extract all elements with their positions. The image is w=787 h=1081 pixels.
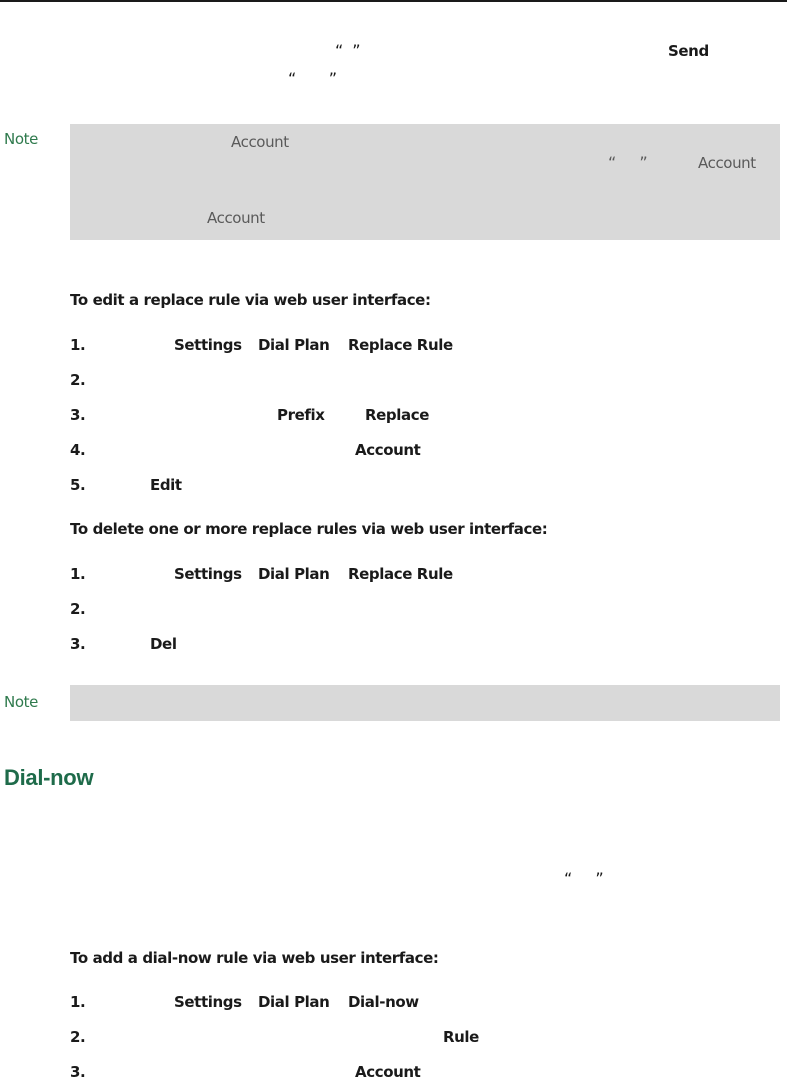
menu-settings: Settings — [174, 565, 242, 583]
note-quote-marks: “ ” — [608, 153, 648, 172]
step-number: 3. — [70, 406, 86, 424]
intro-quote-marks: “ ” — [335, 41, 361, 60]
delete-procedure-title: To delete one or more replace rules via web user interface: — [70, 520, 548, 538]
field-replace: Replace — [365, 406, 429, 424]
step-number: 4. — [70, 441, 86, 459]
edit-procedure-title: To edit a replace rule via web user interface: — [70, 291, 431, 309]
step-number: 3. — [70, 1063, 86, 1081]
intro-send-keyword: Send — [668, 42, 709, 60]
step-number: 1. — [70, 993, 86, 1011]
step-number: 3. — [70, 635, 86, 653]
step-number: 2. — [70, 371, 86, 389]
note-account-keyword-3: Account — [207, 209, 265, 227]
field-account: Account — [355, 1063, 421, 1081]
menu-settings: Settings — [174, 336, 242, 354]
step-number: 1. — [70, 336, 86, 354]
menu-dial-plan: Dial Plan — [258, 336, 330, 354]
field-prefix: Prefix — [277, 406, 325, 424]
header-rule — [0, 0, 787, 2]
step-number: 2. — [70, 600, 86, 618]
note-label: Note — [4, 130, 38, 148]
menu-replace-rule: Replace Rule — [348, 565, 453, 583]
dialnow-quote-marks: “ ” — [564, 869, 604, 888]
step-number: 2. — [70, 1028, 86, 1046]
step-number: 5. — [70, 476, 86, 494]
menu-dial-plan: Dial Plan — [258, 993, 330, 1011]
note-account-keyword-2: Account — [698, 154, 756, 172]
note-box-2 — [70, 685, 780, 721]
field-account: Account — [355, 441, 421, 459]
note-label-2: Note — [4, 693, 38, 711]
menu-dial-now: Dial-now — [348, 993, 419, 1011]
step-number: 1. — [70, 565, 86, 583]
note-account-keyword: Account — [231, 133, 289, 151]
button-edit: Edit — [150, 476, 182, 494]
intro-quote-marks-2: “ ” — [288, 69, 337, 88]
field-rule: Rule — [443, 1028, 479, 1046]
menu-replace-rule: Replace Rule — [348, 336, 453, 354]
menu-settings: Settings — [174, 993, 242, 1011]
menu-dial-plan: Dial Plan — [258, 565, 330, 583]
note-box — [70, 124, 780, 240]
section-heading-dial-now: Dial-now — [4, 765, 94, 790]
add-dialnow-procedure-title: To add a dial-now rule via web user interface: — [70, 949, 439, 967]
button-del: Del — [150, 635, 177, 653]
